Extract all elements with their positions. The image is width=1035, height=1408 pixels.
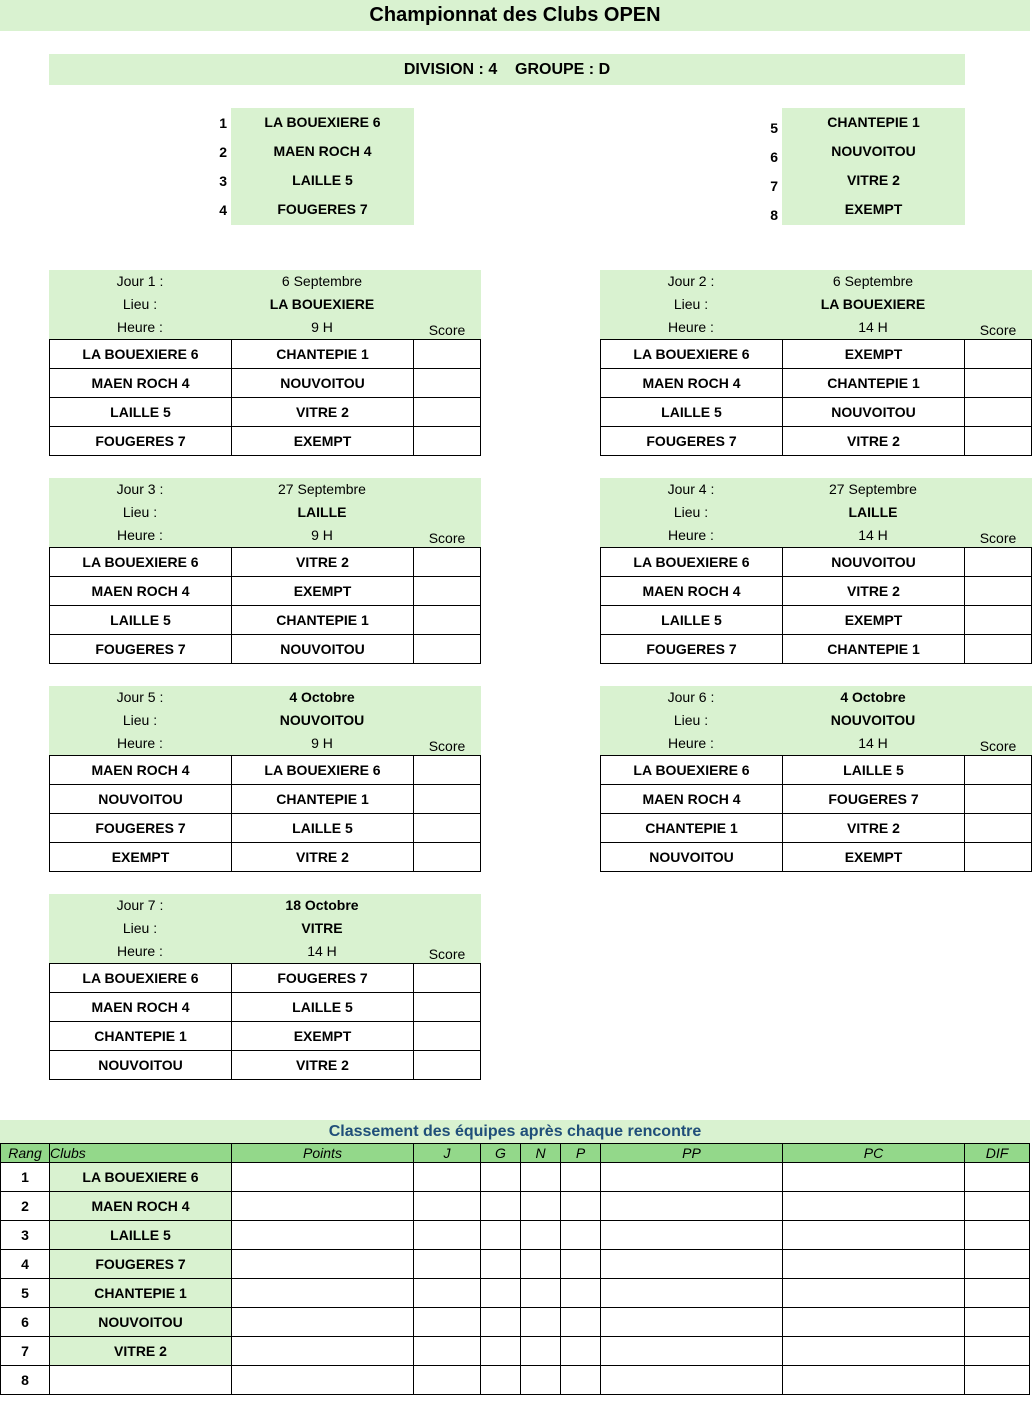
standings-row (1, 1308, 1030, 1337)
round-venue: LAILLE (848, 504, 898, 520)
score-cell[interactable] (414, 577, 481, 606)
score-cell[interactable] (965, 369, 1032, 398)
match-row (50, 606, 481, 635)
round-header (49, 686, 481, 756)
standings-row (1, 1250, 1030, 1279)
team-number: 7 (770, 178, 778, 194)
match-row (601, 398, 1032, 427)
score-cell[interactable] (414, 785, 481, 814)
club-cell: CHANTEPIE 1 (50, 1279, 232, 1308)
round-day-label: Jour 5 : (116, 689, 164, 705)
round-header (600, 478, 1032, 548)
match-table (49, 963, 481, 1080)
division-group-banner: DIVISION : 4 GROUPE : D (49, 54, 965, 85)
rank-cell: 1 (1, 1163, 50, 1192)
away-team: EXEMPT (232, 427, 414, 456)
score-cell[interactable] (965, 427, 1032, 456)
round-venue: LA BOUEXIERE (820, 296, 926, 312)
round-venue: NOUVOITOU (279, 712, 365, 728)
away-team: NOUVOITOU (783, 398, 965, 427)
score-cell[interactable] (414, 1022, 481, 1051)
match-table (49, 755, 481, 872)
match-row (50, 427, 481, 456)
home-team: FOUGERES 7 (601, 635, 783, 664)
standings-row (1, 1221, 1030, 1250)
p-cell[interactable] (561, 1308, 601, 1337)
home-team: LAILLE 5 (601, 398, 783, 427)
team-name: FOUGERES 7 (277, 201, 368, 217)
pp-cell[interactable] (601, 1192, 783, 1221)
j-cell[interactable] (414, 1163, 481, 1192)
match-row (50, 577, 481, 606)
pc-cell[interactable] (783, 1221, 965, 1250)
score-cell[interactable] (414, 340, 481, 369)
match-row (50, 635, 481, 664)
score-column-label: Score (979, 322, 1017, 338)
round-day-label: Jour 7 : (116, 897, 164, 913)
points-cell[interactable] (232, 1366, 414, 1395)
away-team: LAILLE 5 (232, 814, 414, 843)
away-team: LA BOUEXIERE 6 (232, 756, 414, 785)
team-number: 6 (770, 149, 778, 165)
dif-cell[interactable] (965, 1192, 1030, 1221)
pc-cell[interactable] (783, 1279, 965, 1308)
p-cell[interactable] (561, 1366, 601, 1395)
away-team: VITRE 2 (232, 1051, 414, 1080)
round-time: 9 H (311, 319, 333, 335)
rank-cell: 8 (1, 1366, 50, 1395)
away-team: LAILLE 5 (783, 756, 965, 785)
round-date: 27 Septembre (278, 481, 366, 497)
j-cell[interactable] (414, 1221, 481, 1250)
score-cell[interactable] (965, 785, 1032, 814)
col-header-rang: Rang (1, 1144, 50, 1163)
match-table (49, 547, 481, 664)
standings-table (0, 1143, 1030, 1395)
round-day-label: Jour 1 : (116, 273, 164, 289)
points-cell[interactable] (232, 1337, 414, 1366)
standings-row (1, 1366, 1030, 1395)
home-team: LA BOUEXIERE 6 (601, 548, 783, 577)
score-cell[interactable] (965, 340, 1032, 369)
away-team: FOUGERES 7 (232, 964, 414, 993)
round-venue-label: Lieu : (122, 504, 158, 520)
round-time-label: Heure : (668, 735, 714, 751)
away-team: VITRE 2 (232, 843, 414, 872)
club-cell: VITRE 2 (50, 1337, 232, 1366)
points-cell[interactable] (232, 1279, 414, 1308)
match-table (600, 547, 1032, 664)
home-team: LA BOUEXIERE 6 (50, 340, 232, 369)
col-header-clubs: Clubs (50, 1144, 232, 1163)
points-cell[interactable] (232, 1192, 414, 1221)
score-cell[interactable] (414, 606, 481, 635)
j-cell[interactable] (414, 1366, 481, 1395)
away-team: VITRE 2 (232, 398, 414, 427)
away-team: EXEMPT (783, 340, 965, 369)
away-team: LAILLE 5 (232, 993, 414, 1022)
away-team: VITRE 2 (783, 577, 965, 606)
match-row (601, 369, 1032, 398)
round-time: 14 H (307, 943, 337, 959)
p-cell[interactable] (561, 1337, 601, 1366)
match-row (601, 843, 1032, 872)
p-cell[interactable] (561, 1221, 601, 1250)
team-name: VITRE 2 (847, 172, 900, 188)
score-cell[interactable] (414, 1051, 481, 1080)
home-team: FOUGERES 7 (50, 635, 232, 664)
score-cell[interactable] (414, 756, 481, 785)
points-cell[interactable] (232, 1308, 414, 1337)
match-row (601, 427, 1032, 456)
points-cell[interactable] (232, 1221, 414, 1250)
col-header-g: G (481, 1144, 521, 1163)
home-team: MAEN ROCH 4 (50, 756, 232, 785)
away-team: CHANTEPIE 1 (232, 340, 414, 369)
rank-cell: 2 (1, 1192, 50, 1221)
points-cell[interactable] (232, 1250, 414, 1279)
round-header (49, 894, 481, 964)
away-team: VITRE 2 (783, 814, 965, 843)
round-header (49, 270, 481, 340)
home-team: MAEN ROCH 4 (50, 577, 232, 606)
p-cell[interactable] (561, 1163, 601, 1192)
score-column-label: Score (428, 946, 466, 962)
match-row (50, 993, 481, 1022)
round-day-label: Jour 2 : (667, 273, 715, 289)
home-team: FOUGERES 7 (50, 427, 232, 456)
team-name: NOUVOITOU (831, 143, 916, 159)
rank-cell: 3 (1, 1221, 50, 1250)
home-team: NOUVOITOU (50, 785, 232, 814)
score-cell[interactable] (414, 843, 481, 872)
match-row (50, 340, 481, 369)
home-team: MAEN ROCH 4 (50, 993, 232, 1022)
home-team: MAEN ROCH 4 (601, 369, 783, 398)
pp-cell[interactable] (601, 1279, 783, 1308)
home-team: LAILLE 5 (50, 606, 232, 635)
standings-row (1, 1279, 1030, 1308)
g-cell[interactable] (481, 1366, 521, 1395)
team-number: 4 (219, 202, 227, 218)
match-row (50, 843, 481, 872)
round-time-label: Heure : (117, 319, 163, 335)
j-cell[interactable] (414, 1250, 481, 1279)
away-team: CHANTEPIE 1 (232, 785, 414, 814)
rank-cell: 4 (1, 1250, 50, 1279)
away-team: CHANTEPIE 1 (783, 635, 965, 664)
home-team: FOUGERES 7 (50, 814, 232, 843)
round-header (600, 686, 1032, 756)
club-cell: MAEN ROCH 4 (50, 1192, 232, 1221)
n-cell[interactable] (521, 1279, 561, 1308)
match-table (600, 339, 1032, 456)
dif-cell[interactable] (965, 1308, 1030, 1337)
round-day-label: Jour 3 : (116, 481, 164, 497)
p-cell[interactable] (561, 1250, 601, 1279)
score-cell[interactable] (965, 548, 1032, 577)
round-header (49, 478, 481, 548)
g-cell[interactable] (481, 1192, 521, 1221)
j-cell[interactable] (414, 1337, 481, 1366)
team-name: MAEN ROCH 4 (273, 143, 372, 159)
match-row (50, 964, 481, 993)
score-cell[interactable] (965, 398, 1032, 427)
g-cell[interactable] (481, 1221, 521, 1250)
standings-title: Classement des équipes après chaque rencontre (0, 1120, 1030, 1143)
match-row (50, 548, 481, 577)
g-cell[interactable] (481, 1250, 521, 1279)
score-cell[interactable] (414, 964, 481, 993)
home-team: LA BOUEXIERE 6 (50, 548, 232, 577)
score-cell[interactable] (414, 993, 481, 1022)
club-cell: FOUGERES 7 (50, 1250, 232, 1279)
away-team: NOUVOITOU (232, 369, 414, 398)
dif-cell[interactable] (965, 1337, 1030, 1366)
match-row (50, 756, 481, 785)
pc-cell[interactable] (783, 1192, 965, 1221)
n-cell[interactable] (521, 1308, 561, 1337)
round-venue-label: Lieu : (673, 504, 709, 520)
n-cell[interactable] (521, 1337, 561, 1366)
n-cell[interactable] (521, 1221, 561, 1250)
score-cell[interactable] (414, 548, 481, 577)
away-team: EXEMPT (232, 577, 414, 606)
pp-cell[interactable] (601, 1163, 783, 1192)
col-header-points: Points (232, 1144, 414, 1163)
home-team: CHANTEPIE 1 (50, 1022, 232, 1051)
round-date: 6 Septembre (281, 273, 363, 289)
match-table (49, 339, 481, 456)
score-column-label: Score (428, 530, 466, 546)
round-venue: VITRE (301, 920, 343, 936)
pc-cell[interactable] (783, 1308, 965, 1337)
match-table (600, 755, 1032, 872)
col-header-n: N (521, 1144, 561, 1163)
round-time: 9 H (311, 735, 333, 751)
pc-cell[interactable] (783, 1163, 965, 1192)
match-row (50, 398, 481, 427)
col-header-dif: DIF (965, 1144, 1030, 1163)
round-venue-label: Lieu : (673, 296, 709, 312)
j-cell[interactable] (414, 1279, 481, 1308)
g-cell[interactable] (481, 1337, 521, 1366)
match-row (601, 756, 1032, 785)
team-name: LA BOUEXIERE 6 (264, 114, 381, 130)
match-row (50, 785, 481, 814)
match-row (601, 548, 1032, 577)
home-team: MAEN ROCH 4 (601, 785, 783, 814)
home-team: NOUVOITOU (50, 1051, 232, 1080)
round-time-label: Heure : (117, 943, 163, 959)
pp-cell[interactable] (601, 1221, 783, 1250)
team-number: 2 (219, 144, 227, 160)
n-cell[interactable] (521, 1192, 561, 1221)
score-cell[interactable] (965, 606, 1032, 635)
home-team: LAILLE 5 (50, 398, 232, 427)
score-cell[interactable] (414, 427, 481, 456)
p-cell[interactable] (561, 1192, 601, 1221)
team-number: 5 (770, 120, 778, 136)
team-name: LAILLE 5 (292, 172, 353, 188)
round-venue: LA BOUEXIERE (269, 296, 375, 312)
col-header-p: P (561, 1144, 601, 1163)
rank-cell: 6 (1, 1308, 50, 1337)
away-team: NOUVOITOU (783, 548, 965, 577)
score-cell[interactable] (414, 635, 481, 664)
away-team: VITRE 2 (783, 427, 965, 456)
pp-cell[interactable] (601, 1366, 783, 1395)
home-team: CHANTEPIE 1 (601, 814, 783, 843)
away-team: EXEMPT (232, 1022, 414, 1051)
round-date: 27 Septembre (829, 481, 917, 497)
home-team: LAILLE 5 (601, 606, 783, 635)
j-cell[interactable] (414, 1308, 481, 1337)
score-column-label: Score (428, 738, 466, 754)
standings-row (1, 1192, 1030, 1221)
match-row (601, 635, 1032, 664)
round-venue: LAILLE (297, 504, 347, 520)
home-team: NOUVOITOU (601, 843, 783, 872)
home-team: EXEMPT (50, 843, 232, 872)
round-date: 18 Octobre (285, 897, 359, 913)
home-team: FOUGERES 7 (601, 427, 783, 456)
score-cell[interactable] (414, 369, 481, 398)
dif-cell[interactable] (965, 1221, 1030, 1250)
col-header-j: J (414, 1144, 481, 1163)
col-header-pc: PC (783, 1144, 965, 1163)
match-row (601, 814, 1032, 843)
home-team: LA BOUEXIERE 6 (601, 340, 783, 369)
dif-cell[interactable] (965, 1366, 1030, 1395)
score-column-label: Score (979, 530, 1017, 546)
score-column-label: Score (979, 738, 1017, 754)
match-row (50, 814, 481, 843)
round-time-label: Heure : (668, 319, 714, 335)
dif-cell[interactable] (965, 1163, 1030, 1192)
col-header-pp: PP (601, 1144, 783, 1163)
round-time-label: Heure : (117, 527, 163, 543)
round-time: 9 H (311, 527, 333, 543)
round-date: 4 Octobre (289, 689, 355, 705)
round-day-label: Jour 4 : (667, 481, 715, 497)
home-team: MAEN ROCH 4 (50, 369, 232, 398)
score-column-label: Score (428, 322, 466, 338)
match-row (601, 340, 1032, 369)
match-row (601, 785, 1032, 814)
round-time: 14 H (858, 319, 888, 335)
rank-cell: 5 (1, 1279, 50, 1308)
team-number: 3 (219, 173, 227, 189)
round-date: 4 Octobre (840, 689, 906, 705)
home-team: LA BOUEXIERE 6 (601, 756, 783, 785)
match-row (50, 1022, 481, 1051)
score-cell[interactable] (965, 843, 1032, 872)
score-cell[interactable] (965, 635, 1032, 664)
pc-cell[interactable] (783, 1366, 965, 1395)
round-time-label: Heure : (117, 735, 163, 751)
round-date: 6 Septembre (832, 273, 914, 289)
pp-cell[interactable] (601, 1250, 783, 1279)
score-cell[interactable] (965, 814, 1032, 843)
score-cell[interactable] (414, 398, 481, 427)
match-row (601, 606, 1032, 635)
away-team: VITRE 2 (232, 548, 414, 577)
team-number: 1 (219, 115, 227, 131)
round-time: 14 H (858, 735, 888, 751)
round-time: 14 H (858, 527, 888, 543)
home-team: MAEN ROCH 4 (601, 577, 783, 606)
away-team: NOUVOITOU (232, 635, 414, 664)
home-team: LA BOUEXIERE 6 (50, 964, 232, 993)
round-venue: NOUVOITOU (830, 712, 916, 728)
round-header (600, 270, 1032, 340)
team-number: 8 (770, 207, 778, 223)
n-cell[interactable] (521, 1366, 561, 1395)
n-cell[interactable] (521, 1250, 561, 1279)
score-cell[interactable] (414, 814, 481, 843)
score-cell[interactable] (965, 756, 1032, 785)
standings-row (1, 1337, 1030, 1366)
pp-cell[interactable] (601, 1308, 783, 1337)
points-cell[interactable] (232, 1163, 414, 1192)
g-cell[interactable] (481, 1163, 521, 1192)
pp-cell[interactable] (601, 1337, 783, 1366)
team-list-right (764, 108, 965, 225)
team-name: EXEMPT (844, 201, 903, 217)
round-venue-label: Lieu : (122, 712, 158, 728)
match-row (50, 369, 481, 398)
standings-row (1, 1163, 1030, 1192)
away-team: CHANTEPIE 1 (232, 606, 414, 635)
match-row (601, 577, 1032, 606)
club-cell: NOUVOITOU (50, 1308, 232, 1337)
club-cell (50, 1366, 232, 1395)
away-team: FOUGERES 7 (783, 785, 965, 814)
away-team: EXEMPT (783, 843, 965, 872)
j-cell[interactable] (414, 1192, 481, 1221)
team-list-left (213, 108, 414, 225)
round-venue-label: Lieu : (122, 296, 158, 312)
match-row (50, 1051, 481, 1080)
pc-cell[interactable] (783, 1250, 965, 1279)
team-name: CHANTEPIE 1 (827, 114, 920, 130)
dif-cell[interactable] (965, 1250, 1030, 1279)
g-cell[interactable] (481, 1279, 521, 1308)
round-venue-label: Lieu : (122, 920, 158, 936)
n-cell[interactable] (521, 1163, 561, 1192)
round-time-label: Heure : (668, 527, 714, 543)
round-day-label: Jour 6 : (667, 689, 715, 705)
g-cell[interactable] (481, 1308, 521, 1337)
page-title: Championnat des Clubs OPEN (0, 0, 1030, 31)
round-venue-label: Lieu : (673, 712, 709, 728)
away-team: CHANTEPIE 1 (783, 369, 965, 398)
pc-cell[interactable] (783, 1337, 965, 1366)
away-team: EXEMPT (783, 606, 965, 635)
club-cell: LAILLE 5 (50, 1221, 232, 1250)
club-cell: LA BOUEXIERE 6 (50, 1163, 232, 1192)
rank-cell: 7 (1, 1337, 50, 1366)
dif-cell[interactable] (965, 1279, 1030, 1308)
score-cell[interactable] (965, 577, 1032, 606)
p-cell[interactable] (561, 1279, 601, 1308)
